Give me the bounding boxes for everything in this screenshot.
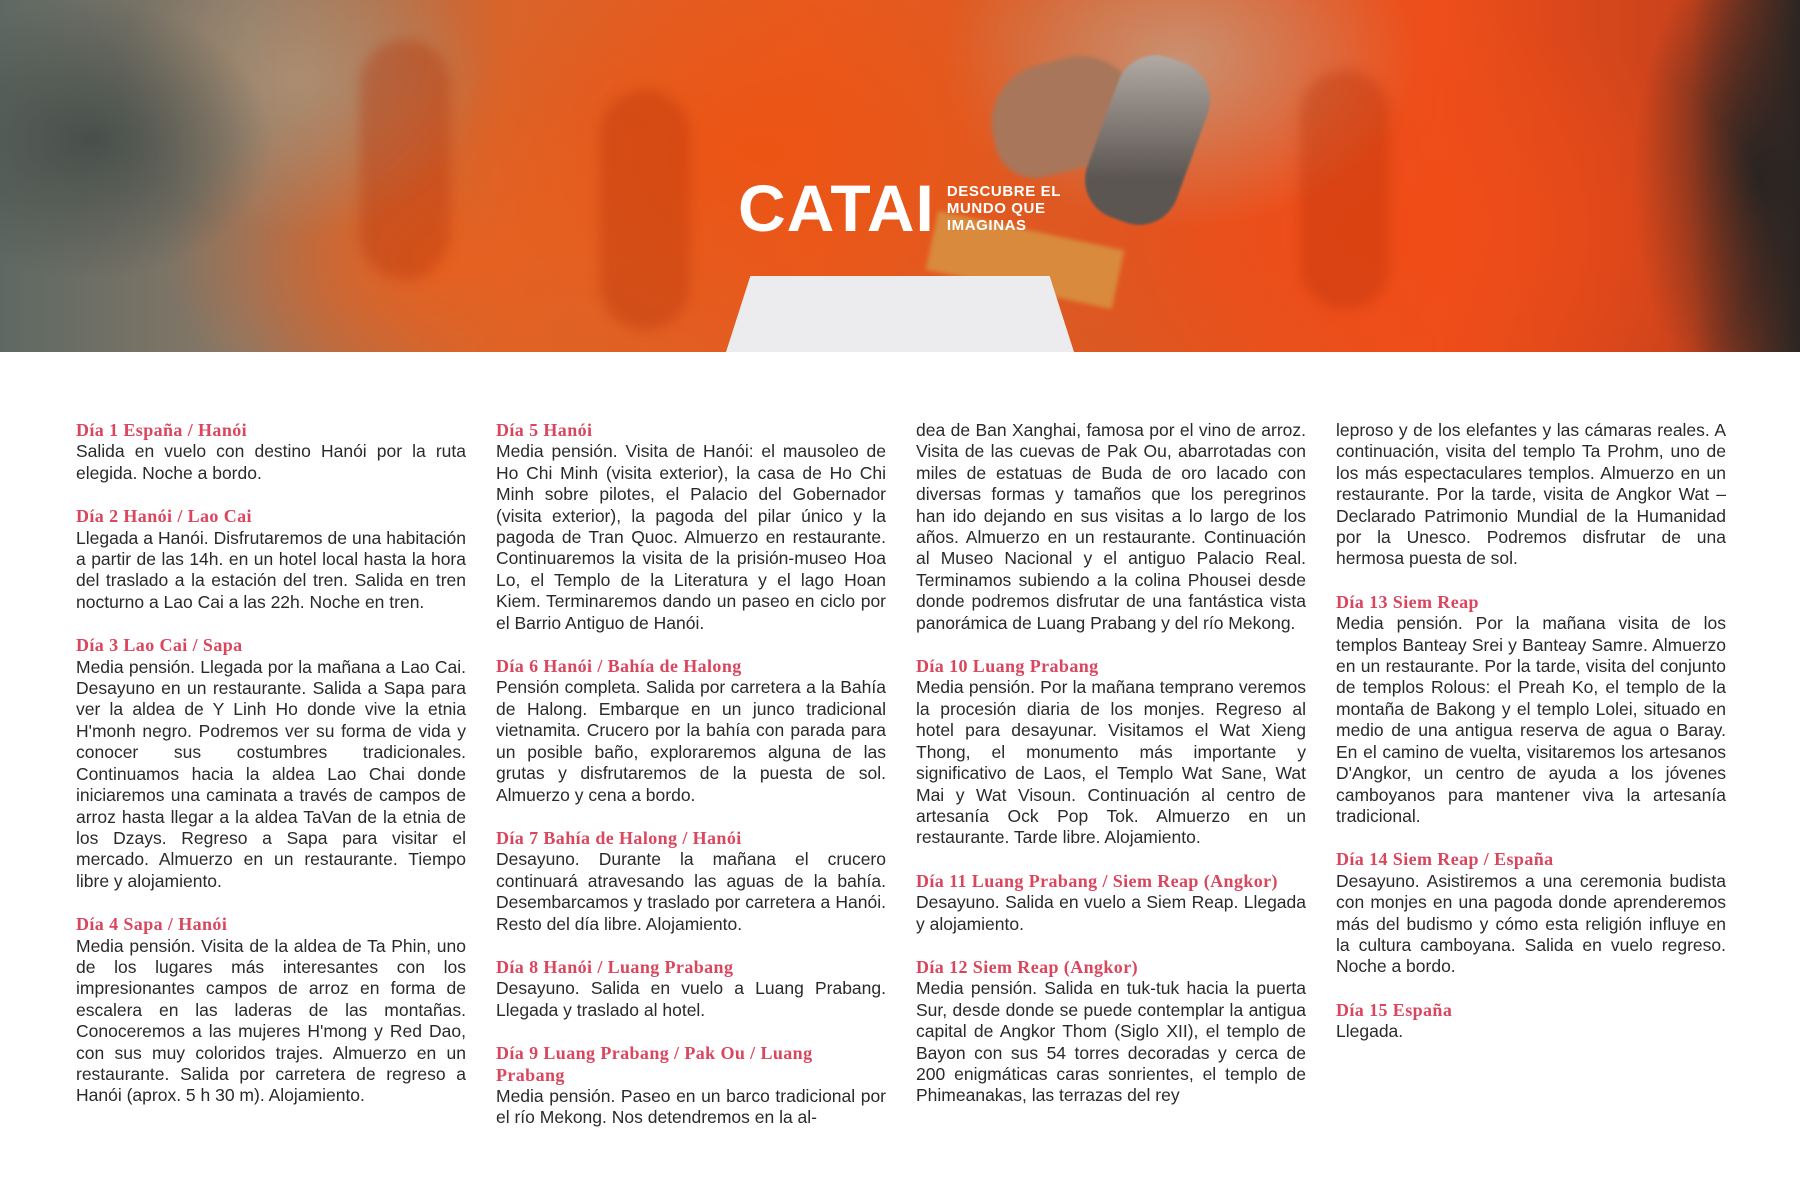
day-block [916, 871, 1306, 935]
logo-tagline-line: MUNDO QUE [946, 199, 1046, 217]
day-block [496, 420, 886, 634]
itinerary-columns [76, 420, 1726, 1140]
day-block [496, 656, 886, 806]
day-block [916, 656, 1306, 849]
robe-fold [600, 90, 690, 330]
day-text: Pensión completa. Salida por carretera a la Bahía de Halong. Embarque en un junco tradicional vietnamita. Crucero por la bahía con parada para un posible baño, exploraremos alguna de las grutas y disfrutaremos de la puesta de sol. Almuerzo y cena a bordo. [496, 677, 886, 805]
logo-tagline-line: DESCUBRE EL [946, 182, 1061, 200]
day-title: Día 11 Luang Prabang / Siem Reap (Angkor) [916, 870, 1278, 891]
robe-fold [1300, 70, 1390, 310]
day-block [1336, 849, 1726, 977]
header-tab [726, 276, 1074, 352]
day-text: Media pensión. Llegada por la mañana a Lao Cai. Desayuno en un restaurante. Salida a Sapa para ver la aldea de Y Linh Ho donde vive la etnia H'monh negro. Podremos ver su forma de vida y conocer sus costumbres tradicionales. Continuamos hacia la aldea Lao Chai donde iniciaremos una caminata a través de campos de arroz hasta llegar a la aldea TaVan de la etnia de los Dzays. Regreso a Sapa para visitar el mercado. Almuerzo en un restaurante. Tiempo libre y alojamiento. [76, 656, 466, 891]
day-title: Día 15 España [1336, 999, 1453, 1020]
day-title: Día 1 España / Hanói [76, 420, 248, 440]
catai-logo [738, 171, 1061, 245]
day-title: Día 12 Siem Reap (Angkor) [916, 956, 1138, 977]
day-title: Día 5 Hanói [496, 420, 593, 440]
day-title: Día 9 Luang Prabang / Pak Ou / Luang Prabang [496, 1043, 813, 1085]
day-block [496, 1043, 886, 1129]
logo-wordmark: CATAI [738, 171, 935, 245]
day-title: Día 2 Hanói / Lao Cai [76, 506, 252, 527]
logo-tagline-line: IMAGINAS [946, 216, 1027, 234]
day-block [496, 957, 886, 1021]
day-text: Desayuno. Durante la mañana el crucero continuará atravesando las aguas de la bahía. Desembarcamos y traslado por carretera a Hanói. Resto del día libre. Alojamiento. [496, 849, 886, 934]
continued-text: leproso y de los elefantes y las cámaras reales. A continuación, visita del templo Ta Prohm, uno de los más espectaculares templos. Almuerzo en un restaurante. Por la tarde, visita de Angkor Wat – Declarado Patrimonio Mundial de la Humanidad por la Unesco. Podremos disfrutar de una hermosa puesta de sol. [1336, 420, 1726, 569]
day-text: Salida en vuelo con destino Hanói por la ruta elegida. Noche a bordo. [76, 441, 466, 483]
day-text: Media pensión. Por la mañana temprano veremos la procesión diaria de los monjes. Regreso al hotel para desayunar. Visitamos el Wat Xieng Thong, el monumento más importante y significativo de Laos, el Templo Wat Sane, Wat Mai y Wat Visoun. Continuación al centro de artesanía Ock Pop Tok. Almuerzo en un restaurante. Tarde libre. Alojamiento. [916, 677, 1306, 848]
day-block [1336, 1000, 1726, 1043]
day-text: Desayuno. Salida en vuelo a Siem Reap. Llegada y alojamiento. [916, 892, 1306, 934]
day-title: Día 13 Siem Reap [1336, 591, 1479, 612]
column-2 [496, 420, 886, 1140]
day-title: Día 14 Siem Reap / España [1336, 849, 1554, 870]
hero-photo [0, 0, 1800, 352]
day-text: Media pensión. Por la mañana visita de los templos Banteay Srei y Banteay Samre. Almuerzo en un restaurante. Por la tarde, visita del conjunto de templos Rolous: el Preah Ko, el templo de la montaña de Bakong y el templo Lolei, situado en medio de una antigua reserva de agua o Baray. En el camino de vuelta, visitaremos los artesanos D'Angkor, un centro de ayuda a los jóvenes camboyanos para mantener viva la artesanía tradicional. [1336, 613, 1726, 826]
day-text: Desayuno. Salida en vuelo a Luang Prabang. Llegada y traslado al hotel. [496, 978, 886, 1020]
day-text: Media pensión. Salida en tuk-tuk hacia la puerta Sur, desde donde se puede contemplar la antigua capital de Angkor Thom (Siglo XII), el templo de Bayon con sus 54 torres decoradas y cerca de 200 enigmáticas caras sonrientes, el templo de Phimeanakas, las terrazas del rey [916, 978, 1306, 1106]
day-block [76, 506, 466, 613]
day-text: Media pensión. Visita de Hanói: el mausoleo de Ho Chi Minh (visita exterior), la casa de Ho Chi Minh sobre pilotes, el Palacio del Gobernador (visita exterior), la pagoda del pilar único y la pagoda de Tran Quoc. Almuerzo en restaurante. Continuaremos la visita de la prisión-museo Hoa Lo, el Templo de la Literatura y el lago Hoan Kiem. Terminaremos dando un paseo en ciclo por el Barrio Antiguo de Hanói. [496, 441, 886, 633]
day-title: Día 7 Bahía de Halong / Hanói [496, 827, 742, 848]
day-block [1336, 592, 1726, 827]
column-4 [1336, 420, 1726, 1140]
day-text: Media pensión. Visita de la aldea de Ta Phin, uno de los lugares más interesantes con los impresionantes campos de arroz en forma de escalera en las laderas de las montañas. Conoceremos a las mujeres H'mong y Red Dao, con sus muy coloridos trajes. Almuerzo en un restaurante. Salida por carretera de regreso a Hanói (aprox. 5 h 30 m). Alojamiento. [76, 935, 466, 1106]
day-title: Día 8 Hanói / Luang Prabang [496, 956, 734, 977]
column-3 [916, 420, 1306, 1140]
day-block [76, 420, 466, 484]
day-text: Media pensión. Paseo en un barco tradicional por el río Mekong. Nos detendremos en la al- [496, 1085, 886, 1128]
column-1 [76, 420, 466, 1140]
continued-text: dea de Ban Xanghai, famosa por el vino de arroz. Visita de las cuevas de Pak Ou, abarrotadas con miles de estatuas de Buda de oro lacado con diversas formas y tamaños que los peregrinos han ido dejando en sus visitas a lo largo de los años. Almuerzo en un restaurante. Continuación al Museo Nacional y el antiguo Palacio Real. Terminamos subiendo a la colina Phousei desde donde podremos disfrutar de una fantástica vista panorámica de Luang Prabang y del río Mekong. [916, 420, 1306, 633]
day-block [916, 957, 1306, 1107]
day-title: Día 10 Luang Prabang [916, 656, 1099, 677]
day-text: Llegada. [1336, 1021, 1404, 1042]
robe-fold [360, 40, 450, 280]
day-block [76, 914, 466, 1107]
day-title: Día 6 Hanói / Bahía de Halong [496, 656, 742, 677]
day-title: Día 3 Lao Cai / Sapa [76, 635, 243, 656]
day-text: Llegada a Hanói. Disfrutaremos de una habitación a partir de las 14h. en un hotel local hasta la hora del traslado a la estación del tren. Salida en tren nocturno a Lao Cai a las 22h. Noche en tren. [76, 527, 466, 612]
day-block [496, 828, 886, 935]
day-text: Desayuno. Asistiremos a una ceremonia budista con monjes en una pagoda donde aprenderemos más del budismo y cómo esta religión influye en la cultura camboyana. Salida en vuelo regreso. Noche a bordo. [1336, 870, 1726, 977]
day-block [76, 635, 466, 892]
day-title: Día 4 Sapa / Hanói [76, 914, 228, 935]
logo-tagline [947, 183, 1061, 234]
